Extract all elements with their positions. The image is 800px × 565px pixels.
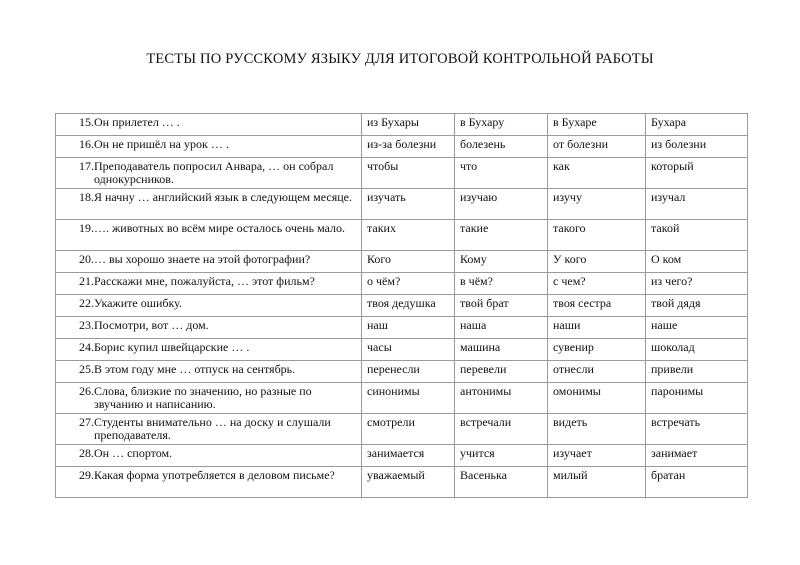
answer-option-3: изучает <box>548 445 646 467</box>
question-text: Посмотри, вот … дом. <box>94 318 209 332</box>
question-number: 25. <box>79 362 94 376</box>
question-number: 18. <box>79 190 94 204</box>
answer-option-3: в Бухаре <box>548 114 646 136</box>
question-number: 21. <box>79 274 94 288</box>
answer-option-2: такие <box>455 220 548 251</box>
answer-option-3: милый <box>548 467 646 498</box>
answer-option-3: видеть <box>548 414 646 445</box>
question-text: Расскажи мне, пожалуйста, … этот фильм? <box>94 274 315 288</box>
table-row <box>56 414 748 445</box>
answer-option-3: омонимы <box>548 383 646 414</box>
question-cell <box>56 414 362 445</box>
answer-option-4: шоколад <box>646 339 748 361</box>
question-cell <box>56 189 362 220</box>
answer-option-1: из Бухары <box>362 114 455 136</box>
answer-option-1: смотрели <box>362 414 455 445</box>
question-text: Я начну … английский язык в следующем месяце. <box>94 190 352 204</box>
answer-option-1: синонимы <box>362 383 455 414</box>
table-row <box>56 251 748 273</box>
question-text: Укажите ошибку. <box>94 296 182 310</box>
question-text: В этом году мне … отпуск на сентябрь. <box>94 362 296 376</box>
answer-option-1: из-за болезни <box>362 136 455 158</box>
answer-option-4: Бухара <box>646 114 748 136</box>
answer-option-4: из чего? <box>646 273 748 295</box>
question-number: 20. <box>79 252 94 266</box>
answer-option-4: паронимы <box>646 383 748 414</box>
table-row <box>56 339 748 361</box>
question-text: Он не пришёл на урок … . <box>94 137 229 151</box>
question-text: Он … спортом. <box>94 446 173 460</box>
answer-option-3: У кого <box>548 251 646 273</box>
question-number: 17. <box>79 159 94 173</box>
answer-option-2: антонимы <box>455 383 548 414</box>
answer-option-4: твой дядя <box>646 295 748 317</box>
question-cell <box>56 383 362 414</box>
table-row <box>56 114 748 136</box>
question-number: 26. <box>79 384 94 398</box>
answer-option-1: наш <box>362 317 455 339</box>
answer-option-3: наши <box>548 317 646 339</box>
question-cell <box>56 339 362 361</box>
answer-option-2: встречали <box>455 414 548 445</box>
answer-option-1: часы <box>362 339 455 361</box>
question-number: 15. <box>79 115 94 129</box>
answer-option-2: Кому <box>455 251 548 273</box>
test-table-body <box>56 114 748 498</box>
answer-option-1: Кого <box>362 251 455 273</box>
answer-option-2: твой брат <box>455 295 548 317</box>
answer-option-3: такого <box>548 220 646 251</box>
answer-option-3: от болезни <box>548 136 646 158</box>
question-text: Студенты внимательно … на доску и слушали преподавателя. <box>94 415 331 442</box>
question-cell <box>56 251 362 273</box>
question-cell <box>56 220 362 251</box>
table-row <box>56 317 748 339</box>
answer-option-2: машина <box>455 339 548 361</box>
page-title: ТЕСТЫ ПО РУССКОМУ ЯЗЫКУ ДЛЯ ИТОГОВОЙ КОНТРОЛЬНОЙ РАБОТЫ <box>146 51 654 67</box>
table-row <box>56 445 748 467</box>
answer-option-4: привели <box>646 361 748 383</box>
answer-option-1: чтобы <box>362 158 455 189</box>
answer-option-4: который <box>646 158 748 189</box>
question-number: 24. <box>79 340 94 354</box>
question-cell <box>56 136 362 158</box>
question-text: Слова, близкие по значению, но разные по звучанию и написанию. <box>94 384 312 411</box>
question-cell <box>56 114 362 136</box>
question-cell <box>56 361 362 383</box>
answer-option-1: о чём? <box>362 273 455 295</box>
answer-option-2: изучаю <box>455 189 548 220</box>
answer-option-3: сувенир <box>548 339 646 361</box>
table-row <box>56 220 748 251</box>
answer-option-4: наше <box>646 317 748 339</box>
answer-option-2: болезень <box>455 136 548 158</box>
answer-option-2: наша <box>455 317 548 339</box>
answer-option-3: как <box>548 158 646 189</box>
question-cell <box>56 445 362 467</box>
test-table <box>55 113 748 498</box>
question-text: …. животных во всём мире осталось очень мало. <box>94 221 346 235</box>
answer-option-2: Васенька <box>455 467 548 498</box>
answer-option-3: твоя сестра <box>548 295 646 317</box>
answer-option-3: отнесли <box>548 361 646 383</box>
question-number: 29. <box>79 468 94 482</box>
answer-option-4: из болезни <box>646 136 748 158</box>
answer-option-1: занимается <box>362 445 455 467</box>
answer-option-2: в Бухару <box>455 114 548 136</box>
answer-option-2: учится <box>455 445 548 467</box>
question-number: 27. <box>79 415 94 429</box>
table-row <box>56 273 748 295</box>
question-cell <box>56 317 362 339</box>
answer-option-1: таких <box>362 220 455 251</box>
question-number: 16. <box>79 137 94 151</box>
question-text: Какая форма употребляется в деловом письме? <box>94 468 335 482</box>
question-cell <box>56 273 362 295</box>
answer-option-3: изучу <box>548 189 646 220</box>
question-number: 23. <box>79 318 94 332</box>
answer-option-3: с чем? <box>548 273 646 295</box>
answer-option-4: О ком <box>646 251 748 273</box>
question-number: 19. <box>79 221 94 235</box>
table-row <box>56 383 748 414</box>
answer-option-2: в чём? <box>455 273 548 295</box>
question-text: Преподаватель попросил Анвара, … он собрал однокурсников. <box>94 159 334 186</box>
table-row <box>56 158 748 189</box>
table-row <box>56 361 748 383</box>
answer-option-1: изучать <box>362 189 455 220</box>
table-row <box>56 136 748 158</box>
answer-option-4: такой <box>646 220 748 251</box>
answer-option-2: что <box>455 158 548 189</box>
answer-option-1: уважаемый <box>362 467 455 498</box>
answer-option-2: перевели <box>455 361 548 383</box>
table-row <box>56 189 748 220</box>
question-cell <box>56 158 362 189</box>
question-number: 22. <box>79 296 94 310</box>
answer-option-1: твоя дедушка <box>362 295 455 317</box>
answer-option-4: встречать <box>646 414 748 445</box>
question-number: 28. <box>79 446 94 460</box>
table-row <box>56 467 748 498</box>
answer-option-1: перенесли <box>362 361 455 383</box>
question-text: … вы хорошо знаете на этой фотографии? <box>94 252 311 266</box>
answer-option-4: изучал <box>646 189 748 220</box>
answer-option-4: братан <box>646 467 748 498</box>
question-text: Борис купил швейцарские … . <box>94 340 250 354</box>
question-text: Он прилетел … . <box>94 115 180 129</box>
question-cell <box>56 467 362 498</box>
question-cell <box>56 295 362 317</box>
answer-option-4: занимает <box>646 445 748 467</box>
table-row <box>56 295 748 317</box>
